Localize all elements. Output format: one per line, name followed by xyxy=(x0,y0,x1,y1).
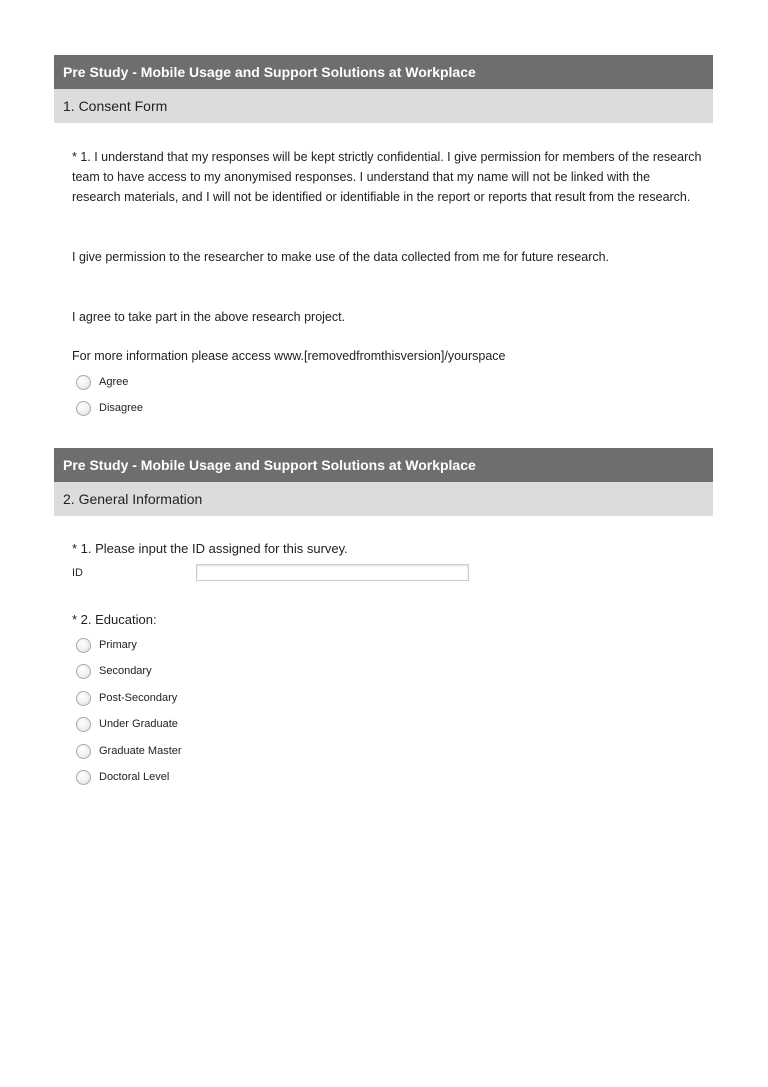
radio-icon[interactable] xyxy=(76,744,91,759)
section-header: Pre Study - Mobile Usage and Support Solutions at Workplace xyxy=(54,55,713,89)
radio-icon[interactable] xyxy=(76,638,91,653)
option-label: Doctoral Level xyxy=(99,771,170,783)
id-label: ID xyxy=(72,567,83,579)
option-label: Graduate Master xyxy=(99,745,182,757)
section-subtitle: 2. General Information xyxy=(54,482,713,516)
radio-under-graduate[interactable] xyxy=(76,716,178,732)
id-input[interactable] xyxy=(196,564,469,581)
option-label: Post-Secondary xyxy=(99,692,178,704)
radio-icon[interactable] xyxy=(76,717,91,732)
radio-icon[interactable] xyxy=(76,664,91,679)
option-label: Agree xyxy=(99,376,129,388)
option-label: Secondary xyxy=(99,665,152,677)
radio-icon[interactable] xyxy=(76,375,91,390)
id-question: * 1. Please input the ID assigned for this survey. xyxy=(72,541,348,556)
radio-graduate-master[interactable] xyxy=(76,743,182,759)
section-subtitle: 1. Consent Form xyxy=(54,89,713,123)
section-header: Pre Study - Mobile Usage and Support Solutions at Workplace xyxy=(54,448,713,482)
consent-question: * 1. I understand that my responses will be kept strictly confidential. I give permission for members of the research team to have access to my anonymised responses. I understand that my name will not be linked with the research materials, and I will not be identified or identifiable in the report or reports that result from the research. xyxy=(72,150,702,204)
consent-paragraph: I agree to take part in the above research project. xyxy=(72,310,346,324)
option-label: Under Graduate xyxy=(99,718,178,730)
consent-paragraph: For more information please access www.[removedfromthisversion]/yourspace xyxy=(72,349,506,363)
option-label: Disagree xyxy=(99,402,144,414)
radio-icon[interactable] xyxy=(76,691,91,706)
radio-primary[interactable] xyxy=(76,637,137,653)
radio-icon[interactable] xyxy=(76,401,91,416)
radio-agree[interactable] xyxy=(76,374,128,390)
radio-secondary[interactable] xyxy=(76,663,152,679)
option-label: Primary xyxy=(99,639,137,651)
radio-disagree[interactable] xyxy=(76,400,143,416)
consent-paragraph: I give permission to the researcher to make use of the data collected from me for future research. xyxy=(72,250,610,264)
education-question: * 2. Education: xyxy=(72,612,157,627)
radio-doctoral-level[interactable] xyxy=(76,769,169,785)
radio-post-secondary[interactable] xyxy=(76,690,177,706)
radio-icon[interactable] xyxy=(76,770,91,785)
